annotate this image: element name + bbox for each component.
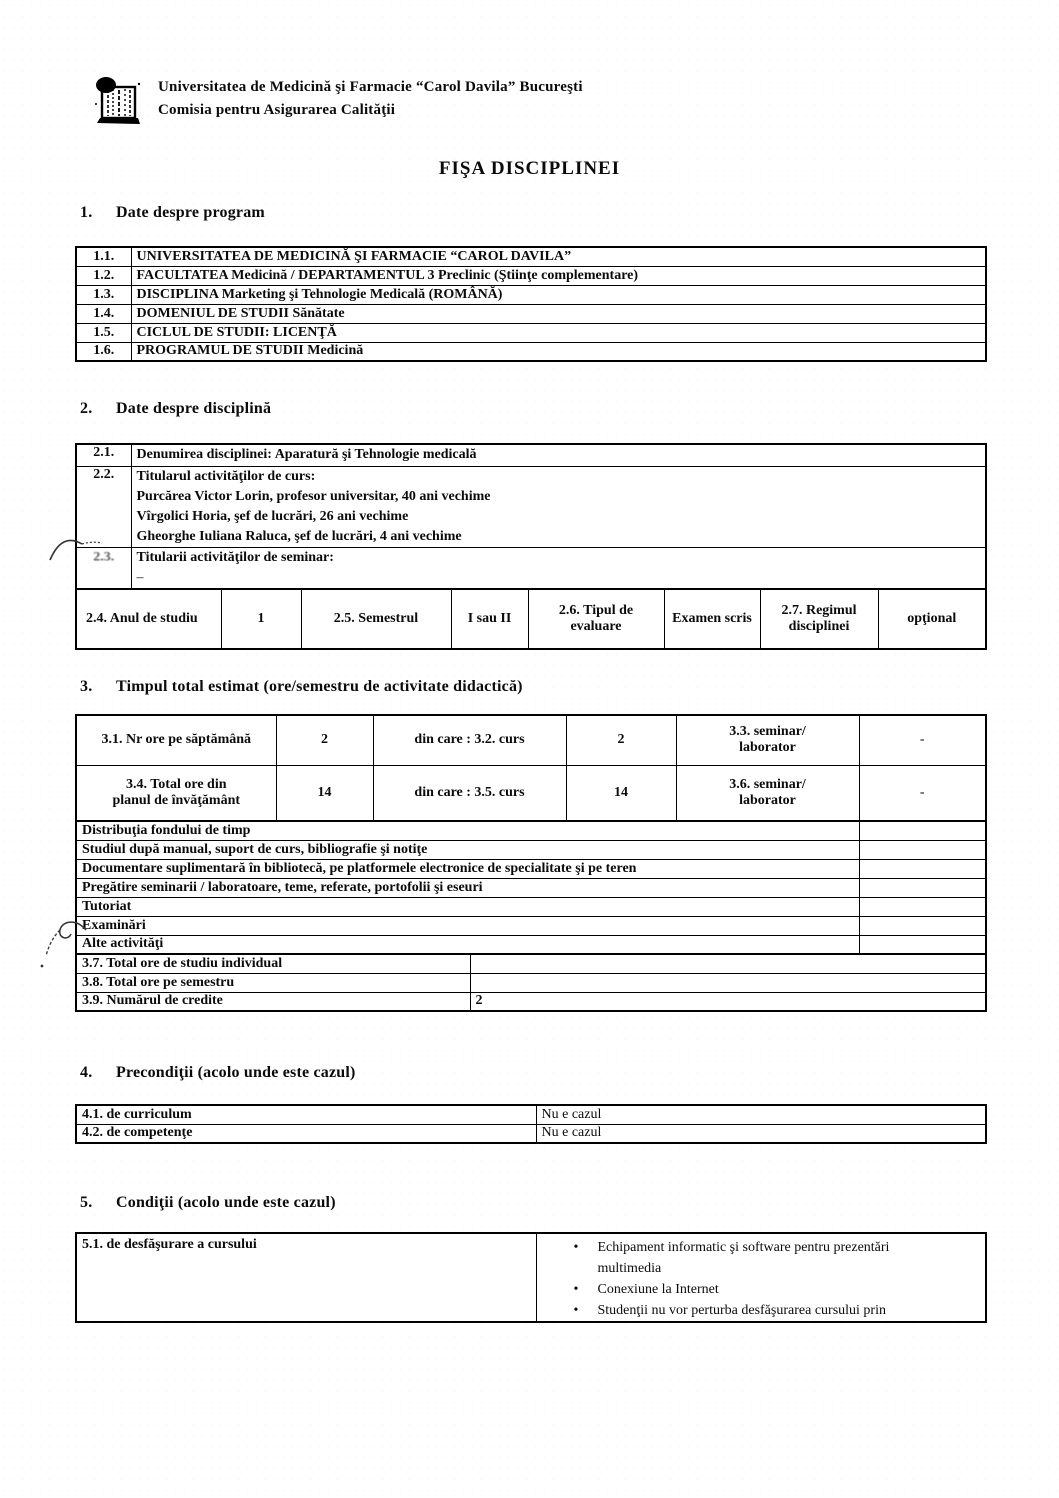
- time-row-label: Distribuţia fondului de timp: [76, 821, 859, 840]
- table-row: [76, 247, 986, 266]
- row-text: DOMENIUL DE STUDII Sănătate: [131, 304, 986, 323]
- competence-precondition-value: Nu e cazul: [536, 1124, 986, 1143]
- section-number: 2.: [80, 400, 93, 417]
- of-which-course-label: din care : 3.5. curs: [373, 765, 566, 821]
- seminar-lecturers-dash: –: [136, 569, 144, 585]
- time-row-value: [859, 859, 986, 878]
- row-number: 1.6.: [76, 342, 131, 361]
- time-row-label: Tutoriat: [76, 897, 859, 916]
- section-number: 3.: [80, 678, 93, 695]
- discipline-regime-label: 2.7. Regimul disciplinei: [760, 589, 878, 649]
- total-plan-hours-text: 3.4. Total ore din planul de învăţământ: [112, 776, 241, 808]
- discipline-data-table-wrap: [75, 443, 987, 650]
- conditions-table: [75, 1232, 987, 1323]
- time-row-value: [859, 840, 986, 859]
- org-name: Universitatea de Medicină şi Farmacie “Carol Davila” Bucureşti: [158, 79, 583, 95]
- hours-per-week-label: [76, 715, 276, 765]
- row-number: 1.4.: [76, 304, 131, 323]
- scan-artifact: [34, 916, 98, 974]
- evaluation-type-label: 2.6. Tipul de evaluare: [528, 589, 664, 649]
- university-logo: [93, 74, 145, 128]
- table-row: [76, 821, 986, 840]
- time-distribution-table: [75, 820, 987, 955]
- conditions-table-wrap: [75, 1232, 987, 1323]
- study-year-value: 1: [221, 589, 301, 649]
- table-row: [76, 466, 986, 547]
- table-row: [76, 444, 986, 466]
- estimated-time-table-wrap: [75, 714, 987, 1012]
- time-row-label: Alte activităţi: [76, 935, 859, 954]
- discipline-name: Denumirea disciplinei: Aparatură şi Tehnologie medicală: [131, 444, 986, 466]
- individual-study-label: 3.7. Total ore de studiu individual: [76, 954, 470, 973]
- table-row: [76, 916, 986, 935]
- time-row-value: [859, 897, 986, 916]
- university-emblem-icon: [93, 74, 145, 128]
- section-5-heading: [80, 1194, 336, 1212]
- table-row: [76, 840, 986, 859]
- course-lecturers-cell: [131, 466, 986, 547]
- of-which-course-label: din care : 3.2. curs: [373, 715, 566, 765]
- row-number: 1.3.: [76, 285, 131, 304]
- row-text: FACULTATEA Medicină / DEPARTAMENTUL 3 Preclinic (Ştiinţe complementare): [131, 266, 986, 285]
- document-title: FIŞA DISCIPLINEI: [438, 158, 621, 179]
- credits-label: 3.9. Numărul de credite: [76, 992, 470, 1011]
- table-row: [76, 954, 986, 973]
- table-row: [76, 342, 986, 361]
- table-row: [76, 323, 986, 342]
- row-text: PROGRAMUL DE STUDII Medicină: [131, 342, 986, 361]
- list-item: [542, 1237, 981, 1279]
- seminar-lecturers-cell: [131, 547, 986, 589]
- table-row: [76, 992, 986, 1011]
- row-number: 2.2.: [76, 466, 131, 547]
- row-number: 2.1.: [76, 444, 131, 466]
- section-1-heading: [80, 204, 265, 222]
- row-number: 1.1.: [76, 247, 131, 266]
- semester-label: 2.5. Semestrul: [301, 589, 451, 649]
- seminar-lab-value: -: [859, 765, 986, 821]
- lecturer-1: Purcărea Victor Lorin, profesor universitar, 40 ani vechime: [136, 488, 491, 504]
- evaluation-type-value: Examen scris: [664, 589, 760, 649]
- condition-text: Studenţii nu vor perturba desfăşurarea cursului prin: [597, 1303, 886, 1318]
- section-label: Timpul total estimat (ore/semestru de activitate didactică): [116, 678, 523, 695]
- table-row: [76, 1233, 986, 1322]
- course-hours-value: 14: [566, 765, 676, 821]
- semester-hours-value: [470, 973, 986, 992]
- hours-per-week-value: 2: [276, 715, 373, 765]
- smudged-row-number: 2.3.: [93, 550, 115, 564]
- table-row: [76, 859, 986, 878]
- table-row: [76, 973, 986, 992]
- table-row: [76, 897, 986, 916]
- time-row-value: [859, 916, 986, 935]
- section-number: 1.: [80, 204, 93, 221]
- program-data-table-wrap: [75, 246, 987, 362]
- condition-text: Conexiune la Internet: [597, 1282, 719, 1297]
- section-label: Precondiţii (acolo unde este cazul): [116, 1064, 356, 1081]
- hours-grid-table: [75, 714, 987, 822]
- course-conditions-cell: [536, 1233, 986, 1322]
- list-item: [542, 1279, 981, 1300]
- seminar-lab-text: 3.3. seminar/ laborator: [729, 724, 806, 756]
- bullet-icon: •: [573, 1240, 579, 1255]
- preconditions-table: [75, 1104, 987, 1144]
- row-text: UNIVERSITATEA DE MEDICINĂ ŞI FARMACIE “CAROL DAVILA”: [131, 247, 986, 266]
- scan-artifact: [46, 528, 108, 564]
- row-number: 1.2.: [76, 266, 131, 285]
- curriculum-precondition-value: Nu e cazul: [536, 1105, 986, 1124]
- semester-value: I sau II: [451, 589, 528, 649]
- time-row-value: [859, 821, 986, 840]
- doc-header: [158, 76, 718, 122]
- time-row-label: Examinări: [76, 916, 859, 935]
- time-row-value: [859, 935, 986, 954]
- section-number: 4.: [80, 1064, 93, 1081]
- section-3-heading: [80, 678, 523, 696]
- condition-text: Echipament informatic şi software pentru prezentări multimedia: [597, 1240, 890, 1276]
- list-item: [542, 1300, 981, 1321]
- section-4-heading: [80, 1064, 356, 1082]
- time-row-label: Pregătire seminarii / laboratoare, teme, referate, portofolii şi eseuri: [76, 878, 859, 897]
- lecturer-3: Gheorghe Iuliana Raluca, şef de lucrări, 4 ani vechime: [136, 528, 462, 544]
- table-row: [76, 765, 986, 821]
- time-row-value: [859, 878, 986, 897]
- table-row: [76, 1105, 986, 1124]
- discipline-data-table: [75, 443, 987, 590]
- seminar-lab-value: -: [859, 715, 986, 765]
- section-label: Date despre disciplină: [116, 400, 272, 417]
- section-label: Date despre program: [116, 204, 265, 221]
- total-plan-hours-value: 14: [276, 765, 373, 821]
- credits-value: 2: [470, 992, 986, 1011]
- seminar-lecturers-title: Titularii activităţilor de seminar:: [136, 549, 334, 565]
- discipline-regime-value: opţional: [878, 589, 986, 649]
- table-row: [76, 715, 986, 765]
- bullet-icon: •: [573, 1282, 579, 1297]
- course-lecturers-title: Titularul activităţilor de curs:: [136, 468, 316, 484]
- seminar-lab-label: [676, 715, 859, 765]
- section-2-heading: [80, 400, 271, 418]
- course-hours-value: 2: [566, 715, 676, 765]
- preconditions-table-wrap: [75, 1104, 987, 1144]
- individual-study-value: [470, 954, 986, 973]
- table-row: [76, 878, 986, 897]
- total-plan-hours-label: [76, 765, 276, 821]
- time-row-label: Studiul după manual, suport de curs, bibliografie şi notiţe: [76, 840, 859, 859]
- lecturer-2: Vîrgolici Horia, şef de lucrări, 26 ani vechime: [136, 508, 409, 524]
- year-semester-table: [75, 588, 987, 650]
- table-row: [76, 266, 986, 285]
- totals-table: [75, 953, 987, 1012]
- row-text: DISCIPLINA Marketing şi Tehnologie Medicală (ROMÂNĂ): [131, 285, 986, 304]
- program-data-table: [75, 246, 987, 362]
- semester-hours-label: 3.8. Total ore pe semestru: [76, 973, 470, 992]
- table-row: [76, 935, 986, 954]
- table-row: [76, 1124, 986, 1143]
- bullet-icon: •: [573, 1303, 579, 1318]
- competence-precondition-label: 4.2. de competenţe: [76, 1124, 536, 1143]
- time-row-label: Documentare suplimentară în bibliotecă, pe platformele electronice de specialitate şi pe teren: [76, 859, 859, 878]
- course-conditions-label: 5.1. de desfăşurare a cursului: [76, 1233, 536, 1322]
- study-year-label: 2.4. Anul de studiu: [76, 589, 221, 649]
- curriculum-precondition-label: 4.1. de curriculum: [76, 1105, 536, 1124]
- section-number: 5.: [80, 1194, 93, 1211]
- table-row: [76, 304, 986, 323]
- row-number: 1.5.: [76, 323, 131, 342]
- seminar-lab-text: 3.6. seminar/ laborator: [729, 776, 806, 808]
- table-row: [76, 285, 986, 304]
- org-committee: Comisia pentru Asigurarea Calităţii: [158, 102, 396, 118]
- section-label: Condiţii (acolo unde este cazul): [116, 1194, 336, 1211]
- seminar-lab-label: [676, 765, 859, 821]
- hours-per-week-text: 3.1. Nr ore pe săptămână: [101, 732, 252, 748]
- table-row: [76, 547, 986, 589]
- row-text: CICLUL DE STUDII: LICENŢĂ: [131, 323, 986, 342]
- table-row: [76, 589, 986, 649]
